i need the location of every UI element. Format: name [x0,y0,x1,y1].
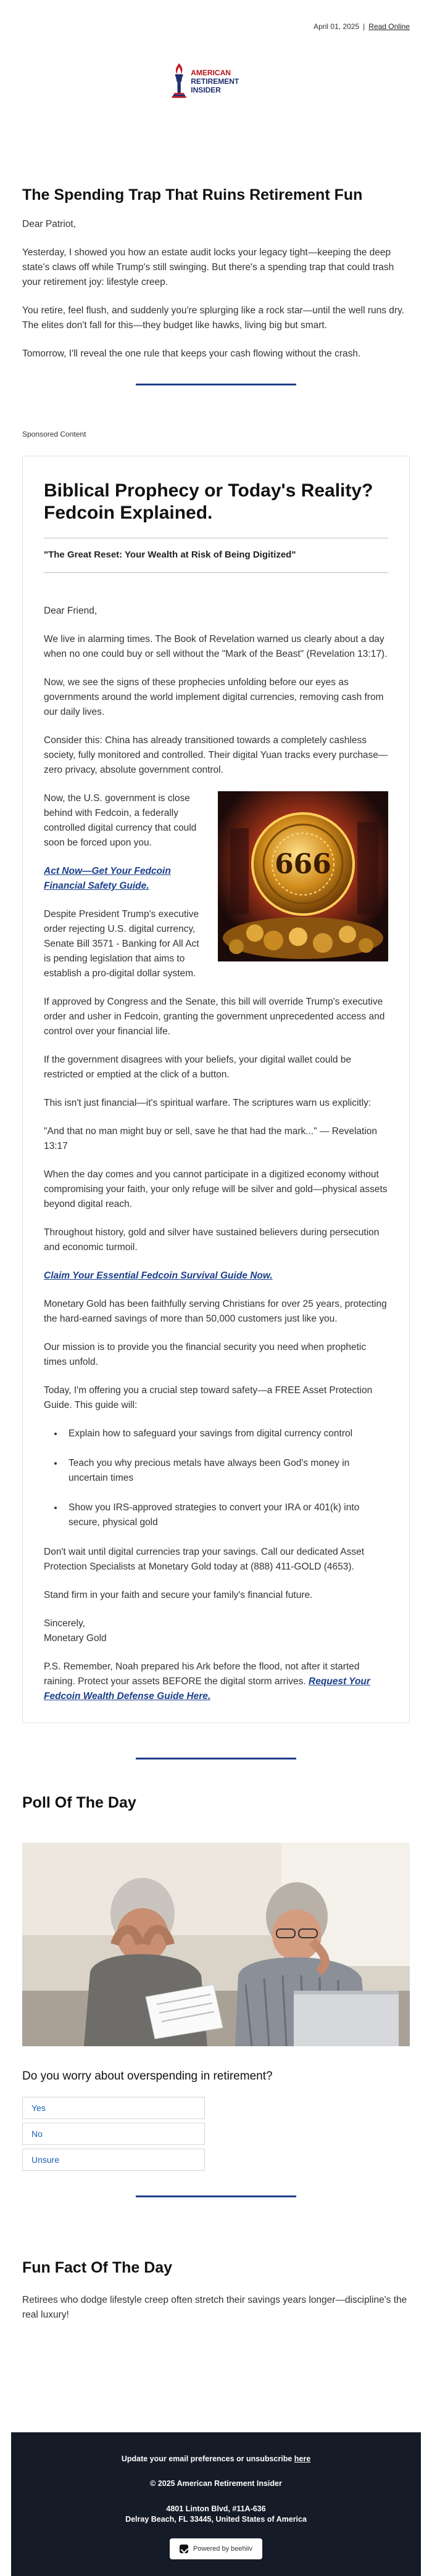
section-divider [136,2195,296,2197]
ad-title: Biblical Prophecy or Today's Reality? Fedcoin Explained. [44,480,373,523]
poll-option-yes[interactable]: Yes [22,2097,205,2119]
email-preferences [11,2455,421,2463]
coin-666-text: 666 [275,849,331,880]
fedcoin-guide-link[interactable]: Act Now—Get Your Fedcoin Financial Safety Guide. [44,866,171,891]
beehiiv-icon [180,2545,188,2553]
brand-logo[interactable] [170,57,262,106]
sign-name: Monetary Gold [44,1633,107,1644]
ad-paragraph: Now, we see the signs of these prophecies unfolding before our eyes as governments around the world implement digital currencies, removing cash from our daily lives. [44,677,384,717]
article-title: The Spending Trap That Ruins Retirement Fun [22,186,363,204]
wealth-defense-guide-link[interactable]: Request Your Fedcoin Wealth Defense Guide Here. [44,1676,370,1702]
article-greeting: Dear Patriot, [22,219,77,229]
list-item: • Show you IRS-approved strategies to convert your IRA or 401(k) into secure, physical gold [64,1500,388,1530]
worried-couple-photo [22,1843,410,2046]
article-paragraph: Yesterday, I showed you how an estate audit locks your legacy tight—keeping the deep state's claws off while Trump's still swinging. But there's a spending trap that could trash your retirement joy: lifestyle creep. [22,247,394,287]
fun-fact-title: Fun Fact Of The Day [22,2259,173,2276]
ad-paragraph: If the government disagrees with your beliefs, your digital wallet could be restricted or emptied at the click of a button. [44,1055,351,1080]
top-separator: | [363,22,365,31]
ad-paragraph: If approved by Congress and the Senate, this bill will override Trump's executive order and usher in Fedcoin, granting the government unprecedented access and control over your financial life. [44,997,385,1037]
logo-line-2: RETIREMENT INSIDER [191,77,239,94]
preferences-text: Update your email preferences or unsubscribe [121,2455,294,2463]
article-paragraph: You retire, feel flush, and suddenly you're splurging like a rock star—until the well runs dry. The elites don't fall for this—they budget like hawks, living big but smart. [22,305,404,331]
logo-wordmark [191,68,262,94]
powered-by-text: Powered by beehiiv [193,2545,252,2553]
ad-paragraph: Monetary Gold has been faithfully serving Christians for over 25 years, protecting the hard-earned savings of more than 50,000 customers just like you. [44,1299,387,1324]
ad-paragraph: Consider this: China has already transitioned towards a completely cashless society, fully monitored and controlled. Their digital Yuan tracks every purchase—zero privacy, absolute government control. [44,735,388,775]
mailing-address [11,2504,421,2525]
copyright: © 2025 American Retirement Insider [150,2479,282,2488]
powered-by-badge[interactable] [170,2538,262,2559]
logo-line-1: AMERICAN [191,68,231,77]
ad-paragraph: Despite President Trump's executive order rejecting U.S. digital currency, Senate Bill 3571 - Banking for All Act is pending legislation that aims to establish a pro-digital dollar system. [44,909,199,979]
fun-fact-text: Retirees who dodge lifestyle creep often stretch their savings years longer—discipline's the real luxury! [22,2295,407,2320]
fedcoin-666-coin-image[interactable] [218,791,388,961]
ad-greeting: Dear Friend, [44,606,98,616]
poll-option-unsure[interactable]: Unsure [22,2149,205,2171]
section-divider [136,384,296,385]
survival-guide-link[interactable]: Claim Your Essential Fedcoin Survival Guide Now. [44,1270,273,1281]
ad-paragraph: Today, I'm offering you a crucial step toward safety—a FREE Asset Protection Guide. This guide will: [44,1385,373,1410]
ad-paragraph: Stand firm in your faith and secure your family's financial future. [44,1590,313,1600]
article [0,185,432,361]
poll-question: Do you worry about overspending in retirement? [22,2070,273,2083]
ad-scripture-quote: "And that no man might buy or sell, save he that had the mark..." — Revelation 13:17 [44,1126,378,1151]
ad-paragraph: Throughout history, gold and silver have sustained believers during persecution and economic turmoil. [44,1227,380,1253]
ad-paragraph: This isn't just financial—it's spiritual warfare. The scriptures warn us explicitly: [44,1098,372,1108]
address-line-2: Delray Beach, FL 33445, United States of America [125,2515,307,2524]
ad-paragraph: Our mission is to provide you the financial security you need when prophetic times unfold. [44,1342,367,1367]
ad-postscript [44,1660,388,1704]
ad-image-block [44,791,388,981]
ad-paragraph: Don't wait until digital currencies trap your savings. Call our dedicated Asset Protection Specialists at Monetary Gold today at (888) 411-GOLD (4653). [44,1547,365,1572]
section-divider [136,1758,296,1759]
sponsored-label: Sponsored Content [22,430,86,438]
issue-date: April 01, 2025 [314,22,360,31]
address-line-1: 4801 Linton Blvd, #11A-636 [166,2504,266,2513]
ad-paragraph: Now, the U.S. government is close behind with Fedcoin, a federally controlled digital currency that could soon be forced upon you. [44,793,197,848]
liberty-torch-icon [170,60,188,103]
top-bar [0,0,432,35]
footer [11,2432,421,2576]
ad-paragraph: We live in alarming times. The Book of Revelation warned us clearly about a day when no one could buy or sell without the "Mark of the Beast" (Revelation 13:17). [44,634,388,659]
read-online-link[interactable]: Read Online [368,22,410,31]
guide-benefits-list [44,1426,388,1530]
ad-paragraph: When the day comes and you cannot participate in a digitized economy without compromising your faith, your only refuge will be silver and gold—physical assets beyond digital reach. [44,1169,388,1209]
sign-off: Sincerely, [44,1618,85,1629]
poll-title: Poll Of The Day [22,1794,136,1811]
poll-options [0,2097,432,2171]
unsubscribe-link[interactable]: here [294,2455,311,2463]
sponsored-ad [22,456,410,1723]
ad-signature [44,1616,388,1646]
ps-text: P.S. Remember, Noah prepared his Ark before the flood, not after it started raining. Protect your assets BEFORE the digital storm arrives. [44,1661,360,1687]
poll-option-no[interactable]: No [22,2123,205,2145]
list-item: • Explain how to safeguard your savings from digital currency control [64,1426,388,1441]
article-paragraph: Tomorrow, I'll reveal the one rule that keeps your cash flowing without the crash. [22,348,361,359]
list-item: • Teach you why precious metals have always been God's money in uncertain times [64,1456,388,1486]
ad-subtitle: "The Great Reset: Your Wealth at Risk of Being Digitized" [44,538,388,573]
